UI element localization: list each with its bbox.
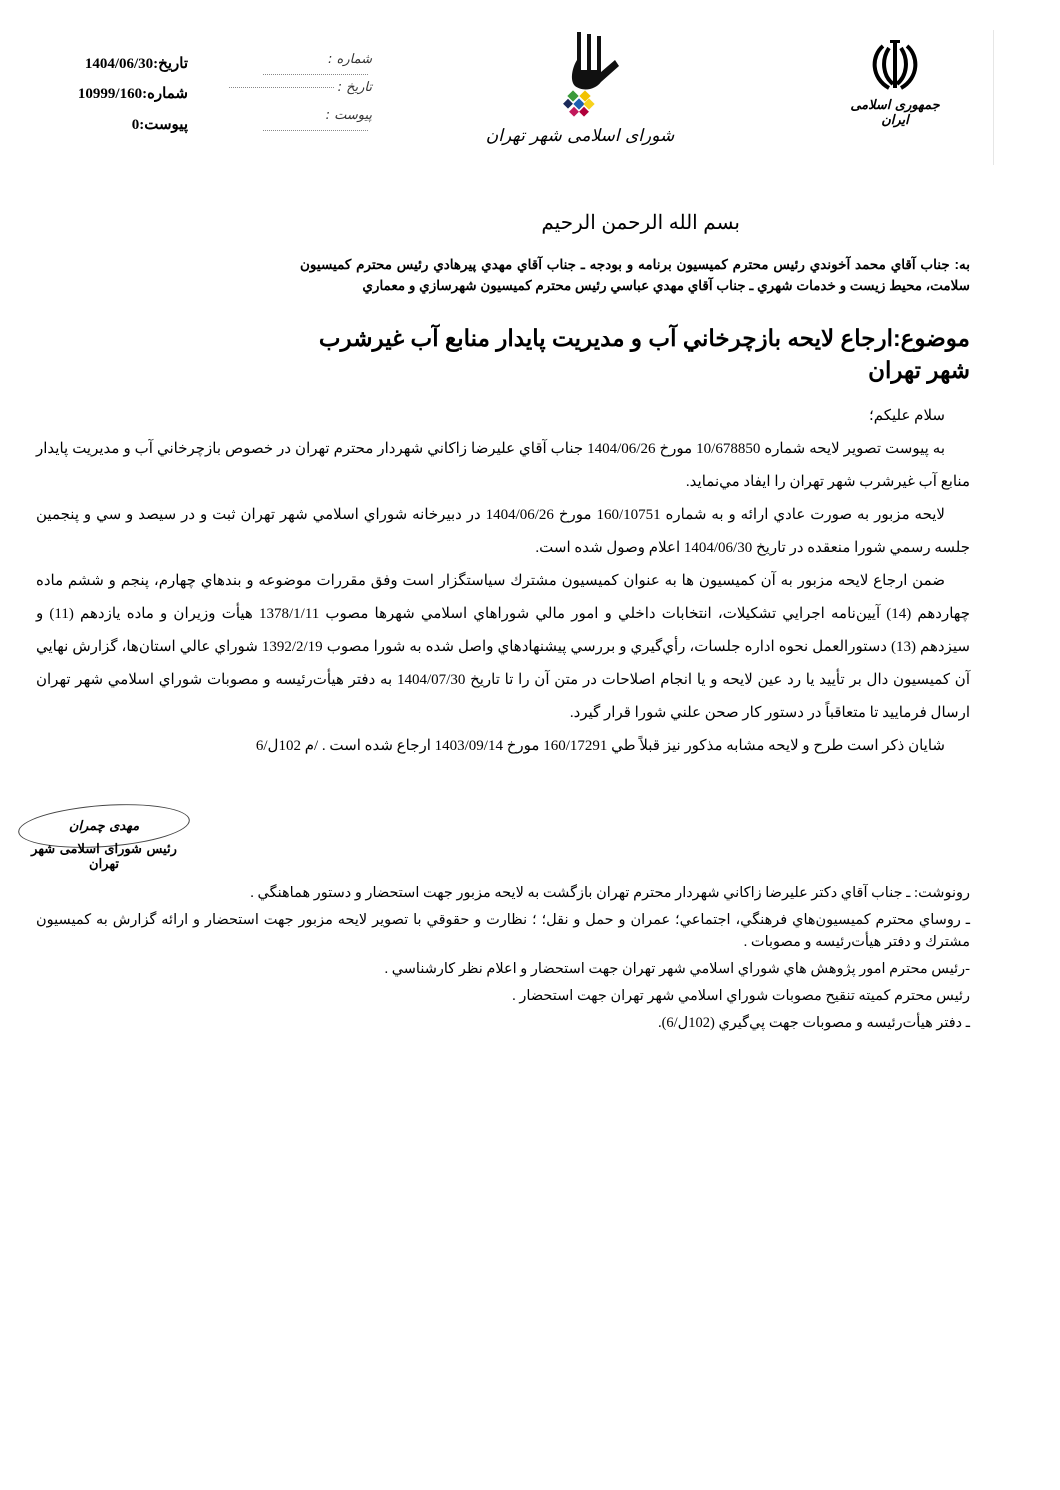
paragraph: شايان ذكر است طرح و لايحه مشابه مذكور نيز قبلاً طي 160/17291 مورخ 1403/09/14 ارجاع شده است . /م 102ل/6	[255, 738, 945, 754]
cc-item: رئيس محترم كميته تنقيح مصوبات شوراي اسلامي شهر تهران جهت استحضار .	[512, 988, 970, 1004]
cc-list	[36, 882, 970, 1039]
council-logo-text: شورای اسلامی شهر تهران	[485, 126, 675, 146]
cc-item: -رئيس محترم امور پژوهش هاي شوراي اسلامي شهر تهران جهت استحضار و اعلام نظر كارشناسي .	[384, 961, 970, 977]
council-emblem-icon	[535, 30, 625, 120]
iran-emblem-icon	[865, 38, 925, 94]
iran-emblem	[840, 38, 950, 128]
blank-date-label: تاريخ :	[337, 80, 372, 95]
cc-item: رونوشت: ـ جناب آقاي دكتر عليرضا زاكاني شهردار محترم تهران بازگشت به لايحه مزبور جهت استحضار و دستور هماهنگي .	[250, 885, 970, 901]
letter-number: شماره:10999/160	[77, 86, 188, 102]
blank-attachment-field	[222, 108, 372, 138]
letter-body	[36, 400, 970, 763]
letter-date: تاريخ:1404/06/30	[84, 56, 188, 72]
emblem-text: جمهوری اسلامی ایران	[850, 98, 940, 128]
blank-date-field	[222, 80, 372, 95]
signer-title: رئیس شورای اسلامی شهر تهران	[31, 842, 177, 872]
subject: موضوع:ارجاع لايحه بازچرخاني آب و مديريت پايدار منابع آب غيرشرب شهر تهران	[318, 325, 970, 383]
paragraph: ضمن ارجاع لايحه مزبور به آن كميسيون ها به عنوان كميسيون مشترك سياستگزار است وفق مقررات موضوعه و بندهاي چهارم، پنجم و ششم ماده چهاردهم (14) آيين‌نامه اجرايي تشكيلات، انتخابات داخلي و امور مالي شوراهاي اسلامي شهرها مصوب 1378/1/11 هيأت وزيران و ماده يازدهم (11) و سيزدهم (13) دستورالعمل نحوه اداره جلسات، رأي‌گيري و بررسي پيشنهادهاي واصل شده به شورا مصوب 1392/2/19 شوراي عالي استان‌ها، گزارش نهايي آن كميسيون دال بر تأييد يا رد عين لايحه و يا انجام اصلاحات در متن آن را تا تاريخ 1404/07/30 به دفتر هيأت‌رئيسه و مصوبات شوراي اسلامي شهر تهران ارسال فرماييد تا متعاقباً در دستور كار صحن علني شورا قرار گيرد.	[36, 573, 970, 721]
blank-number-field	[222, 52, 372, 82]
cc-item: ـ دفتر هيأت‌رئيسه و مصوبات جهت پي‌گيري (102ل/6).	[657, 1015, 970, 1031]
tehran-council-logo	[470, 30, 690, 146]
paragraph: لايحه مزبور به صورت عادي ارائه و به شماره 160/10751 مورخ 1404/06/26 در دبيرخانه شوراي اسلامي شهر تهران ثبت و در سيصد و سي و پنجمين جلسه رسمي شورا منعقده در تاريخ 1404/06/30 اعلام وصول شده است.	[36, 507, 970, 556]
cc-item: ـ روساي محترم كميسيون‌هاي فرهنگي، اجتماعي؛ عمران و حمل و نقل؛ ؛ نظارت و حقوقي با تصوير لايحه مزبور جهت استحضار و ارائه گزارش به كميسيون مشترك و دفتر هيأت‌رئيسه و مصوبات .	[36, 912, 970, 950]
signer-name: مهدی چمران	[68, 819, 140, 834]
recipients: به: جناب آقاي محمد آخوندي رئيس محترم كميسيون برنامه و بودجه ـ جناب آقاي مهدي پيرهادي رئيس محترم كميسيون سلامت، محيط زيست و خدمات شهري ـ جناب آقاي مهدي عباسي رئيس محترم كميسيون شهرسازي و معماري	[300, 257, 970, 293]
blank-number-label: شماره :	[328, 52, 372, 67]
paragraph: به پيوست تصوير لايحه شماره 10/678850 مورخ 1404/06/26 جناب آقاي عليرضا زاكاني شهردار محترم تهران در خصوص بازچرخاني آب و مديريت پايدار منابع آب غيرشرب شهر تهران را ايفاد مي‌نمايد.	[36, 441, 970, 490]
page-edge-divider	[993, 30, 994, 165]
letter-attachment: پيوست:0	[131, 117, 188, 133]
greeting: سلام عليكم؛	[868, 408, 945, 424]
blank-attachment-label: پيوست :	[325, 108, 372, 123]
signature-block	[14, 805, 194, 872]
bismillah: بسم الله الرحمن الرحيم	[541, 212, 740, 234]
